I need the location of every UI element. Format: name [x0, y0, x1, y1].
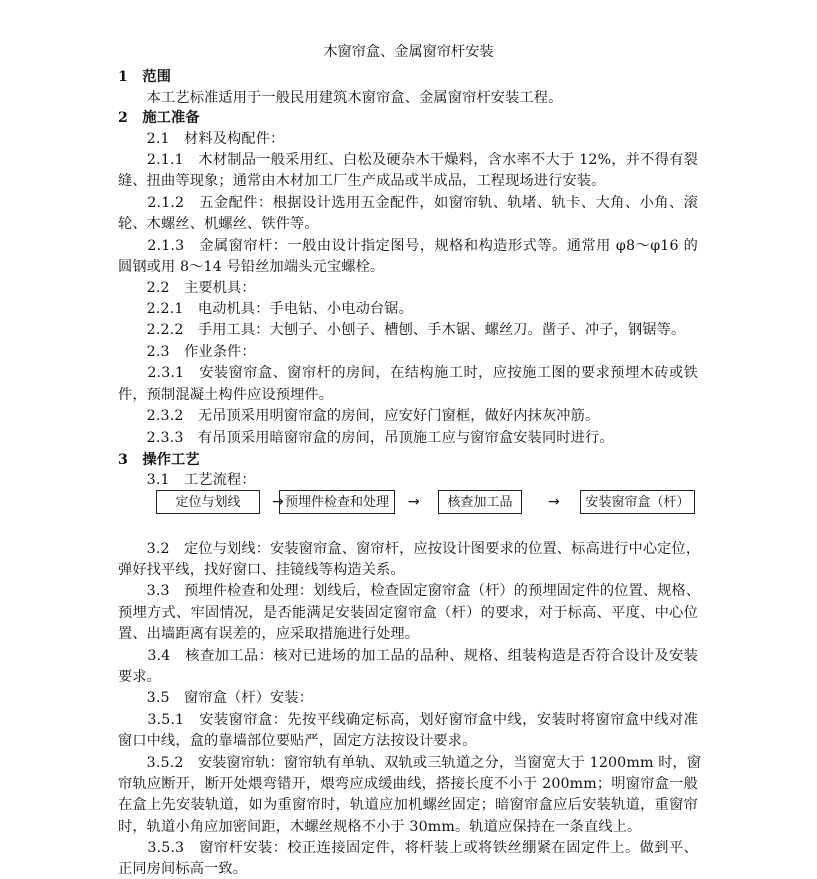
paragraph-line: 2.1.3 金属窗帘杆：一般由设计指定图号，规格和构造形式等。通常用 φ8～φ16 的: [118, 238, 698, 254]
paragraph-line: 2.2 主要机具：: [118, 280, 256, 296]
flow-arrow: →: [272, 494, 284, 510]
paragraph-line: 时，轨道小角应加密间距，木螺丝规格不小于 30mm。轨道应保持在一条直线上。: [118, 819, 642, 835]
paragraph-line: 3.5 窗帘盒（杆）安装：: [118, 690, 314, 706]
paragraph-line: 2.1.2 五金配件：根据设计选用五金配件，如窗帘轨、轨堵、轨卡、大角、小角、滚: [118, 195, 698, 211]
paragraph-line: 3.5.1 安装窗帘盒：先按平线确定标高，划好窗帘盒中线，安装时将窗帘盒中线对准: [118, 712, 698, 728]
section-heading: 1 范围: [118, 69, 172, 85]
paragraph-line: 2.2.2 手用工具：大刨子、小刨子、槽刨、手木锯、螺丝刀。凿子、冲子，钢锯等。: [118, 322, 686, 338]
paragraph-line: 3.1 工艺流程：: [118, 472, 256, 488]
paragraph-line: 弹好找平线，找好窗口、挂镜线等构造关系。: [118, 562, 405, 578]
paragraph-line: 2.3 作业条件：: [118, 344, 256, 360]
paragraph-line: 2.3.3 有吊顶采用暗窗帘盒的房间，吊顶施工应与窗帘盒安装同时进行。: [118, 430, 614, 446]
paragraph-line: 2.3.2 无吊顶采用明窗帘盒的房间，应安好门窗框，做好内抹灰冲筋。: [118, 408, 600, 424]
flow-arrow: →: [408, 494, 420, 510]
paragraph-line: 圆钢或用 8～14 号铅丝加端头元宝螺栓。: [118, 259, 385, 275]
paragraph-line: 正同房间标高一致。: [118, 861, 248, 877]
paragraph-line: 在盒上先安装轨道，如为重窗帘时，轨道应加机螺丝固定；暗窗帘盒应后安装轨道，重窗帘: [118, 797, 698, 813]
paragraph-line: 2.2.1 电动机具：手电钻、小电动台锯。: [118, 301, 413, 317]
paragraph-line: 件，预制混凝土构件应设预埋件。: [118, 387, 334, 403]
paragraph-line: 2.1.1 木材制品一般采用红、白松及硬杂木干燥料，含水率不大于 12%，并不得有裂: [118, 152, 698, 168]
paragraph-line: 帘轨应断开，断开处煨弯错开，煨弯应成缓曲线，搭接长度不小于 200mm；明窗帘盒一般: [118, 776, 698, 792]
flow-step-2: 预埋件检查和处理: [279, 490, 395, 514]
section-heading: 2 施工准备: [118, 110, 200, 126]
flow-step-3: 核查加工品: [438, 490, 522, 514]
paragraph-line: 3.2 定位与划线：安装窗帘盒、窗帘杆，应按设计图要求的位置、标高进行中心定位，: [118, 541, 701, 557]
paragraph-line: 3.5.2 安装窗帘轨：窗帘轨有单轨、双轨或三轨道之分，当窗宽大于 1200mm 时，窗: [118, 755, 702, 771]
document-title: 木窗帘盒、金属窗帘杆安装: [323, 44, 494, 60]
paragraph-line: 2.1 材料及构配件：: [118, 131, 285, 147]
paragraph-line: 缝、扭曲等现象；通常由木材加工厂生产成品或半成品，工程现场进行安装。: [118, 173, 606, 189]
paragraph-line: 3.5.3 窗帘杆安装：校正连接固定件，将杆装上或将铁丝绷紧在固定件上。做到平、: [118, 840, 698, 856]
paragraph-line: 3.3 预埋件检查和处理：划线后，检查固定窗帘盒（杆）的预埋固定件的位置、规格、: [118, 583, 701, 599]
paragraph-line: 3.4 核查加工品：核对已进场的加工品的品种、规格、组装构造是否符合设计及安装: [118, 648, 698, 664]
paragraph-line: 2.3.1 安装窗帘盒、窗帘杆的房间，在结构施工时，应按施工图的要求预埋木砖或铁: [118, 365, 698, 381]
section-heading: 3 操作工艺: [118, 452, 200, 468]
paragraph-line: 轮、木螺丝、机螺丝、铁件等。: [118, 216, 319, 232]
flow-step-1: 定位与划线: [156, 490, 260, 514]
flow-step-4: 安装窗帘盒（杆）: [580, 490, 695, 514]
paragraph-line: 要求。: [118, 669, 162, 685]
paragraph-line: 窗口中线，盒的靠墙部位要贴严，固定方法按设计要求。: [118, 733, 477, 749]
paragraph-line: 本工艺标准适用于一般民用建筑木窗帘盒、金属窗帘杆安装工程。: [118, 90, 563, 106]
paragraph-line: 预埋方式、牢固情况，是否能满足安装固定窗帘盒（杆）的要求，对于标高、平度、中心位: [118, 605, 698, 621]
flow-arrow: →: [548, 494, 560, 510]
paragraph-line: 置、出墙距离有误差的，应采取措施进行处理。: [118, 626, 420, 642]
